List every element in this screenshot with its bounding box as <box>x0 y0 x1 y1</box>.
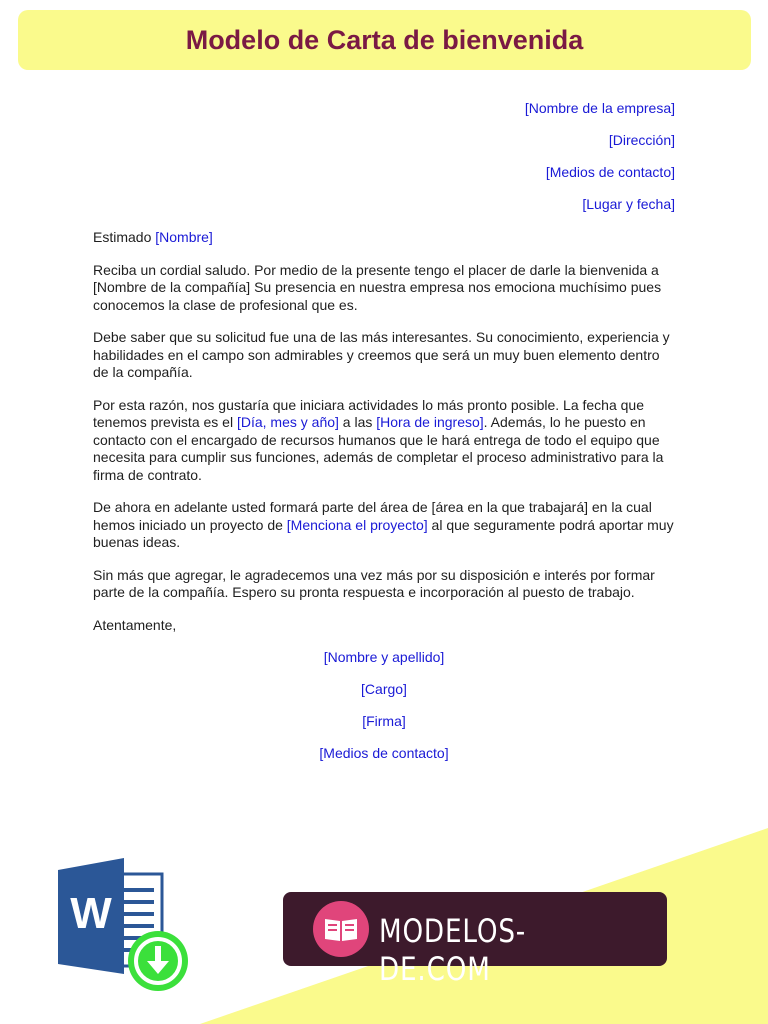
recipient-name-field: [Nombre] <box>155 229 213 245</box>
book-icon <box>313 901 369 957</box>
letter-body <box>93 229 678 649</box>
paragraph-1: Reciba un cordial saludo. Por medio de la presente tengo el placer de darle la bienvenida a [Nombre de la compañía] Su presencia en nuestra empresa nos emociona muchísimo pues conocemos la clase de profesional que es. <box>93 261 662 313</box>
paragraph-2: Debe saber que su solicitud fue una de las más interesantes. Su conocimiento, experiencia y habilidades en el campo son admirables y creemos que será un muy buen elemento dentro de la compañía. <box>93 329 670 380</box>
title-banner <box>18 10 751 70</box>
paragraph-3 <box>93 397 678 485</box>
signature-contact-field: [Medios de contacto] <box>319 745 449 761</box>
paragraph-4-text-c: al que seguramente podrá aportar muy buenas ideas. <box>93 516 674 550</box>
paragraph-5: Sin más que agregar, le agradecemos una vez más por su disposición e interés por formar parte de la compañía. Espero su pronta respuesta e incorporación al puesto de trabajo. <box>93 566 655 600</box>
svg-text:W: W <box>70 889 112 938</box>
paragraph-3-text-a: Por esta razón, nos gustaría que iniciara actividades lo más pronto posible. La fecha que tenemos prevista es el <box>93 396 644 430</box>
project-field: [Menciona el proyecto] <box>286 516 428 533</box>
brand-name: MODELOS-DE.COM <box>379 912 527 988</box>
sender-info <box>525 100 675 228</box>
address-field: [Dirección] <box>608 132 675 148</box>
start-time-field: [Hora de ingreso] <box>376 414 484 430</box>
company-name-field: [Nombre de la empresa] <box>524 100 675 116</box>
signature-block <box>0 649 768 777</box>
word-download-icon[interactable] <box>58 858 194 998</box>
place-date-field: [Lugar y fecha] <box>582 196 675 212</box>
position-field: [Cargo] <box>361 681 407 697</box>
paragraph-3-text-c: a las <box>338 414 377 430</box>
paragraph-4 <box>93 499 678 552</box>
greeting <box>93 229 678 247</box>
signature-field: [Firma] <box>362 713 406 729</box>
download-arrow-icon <box>128 931 188 991</box>
closing: Atentamente, <box>93 616 177 633</box>
page-title: Modelo de Carta de bienvenida <box>185 24 584 55</box>
contact-field: [Medios de contacto] <box>545 164 675 180</box>
paragraph-3-text-e: . Además, lo he puesto en contacto con el encargado de recursos humanos que le hará entrega de todo el equipo que necesita para cumplir sus funciones, además de completar el proceso administrativo para la firma de contrato. <box>93 414 664 483</box>
start-date-field: [Día, mes y año] <box>236 414 339 430</box>
full-name-field: [Nombre y apellido] <box>323 649 445 665</box>
greeting-prefix: Estimado <box>93 229 156 245</box>
brand-banner[interactable] <box>283 892 667 988</box>
paragraph-4-text-a: De ahora en adelante usted formará parte del área de [área en la que trabajará] en la cual hemos iniciado un proyecto de <box>93 499 652 533</box>
